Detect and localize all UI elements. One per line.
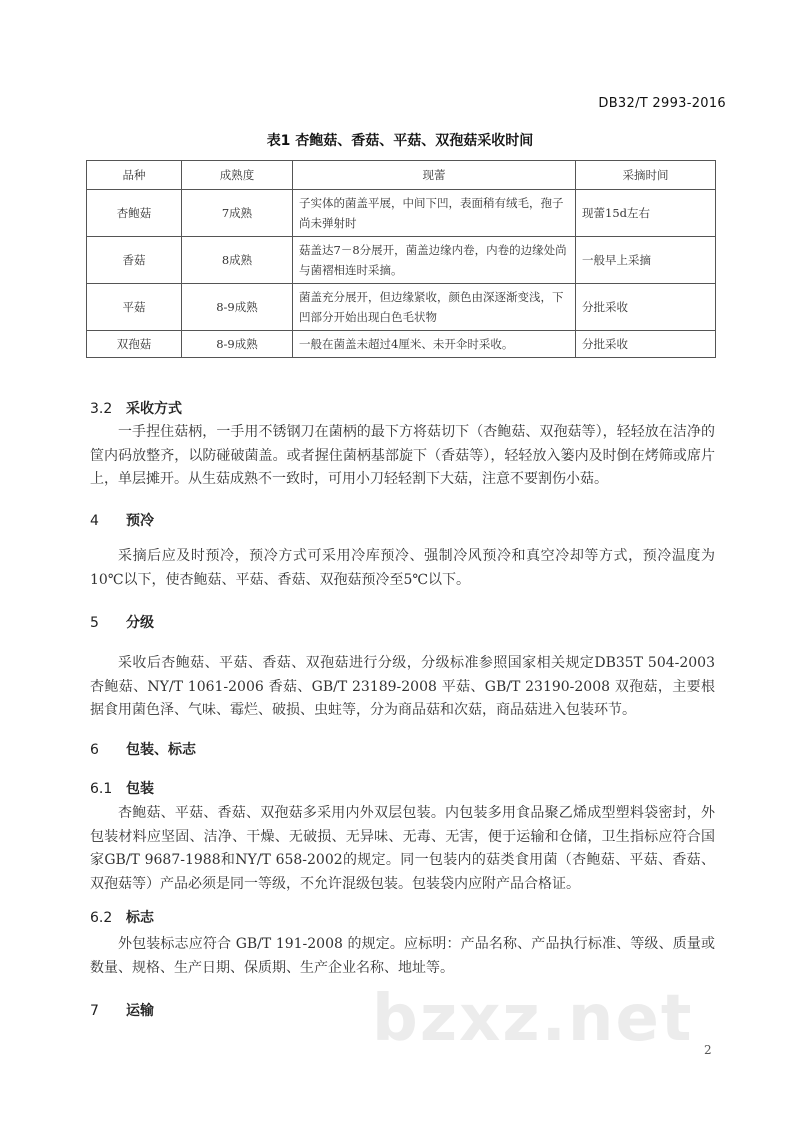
- section-number: 6.2: [90, 910, 113, 926]
- section-number: 7: [90, 1003, 99, 1019]
- section-number: 6.1: [90, 781, 113, 797]
- cell-maturity: 8成熟: [182, 237, 293, 284]
- section-title: 标志: [126, 910, 154, 926]
- paragraph-harvest-method: 一手捏住菇柄，一手用不锈钢刀在菌柄的最下方将菇切下（杏鲍菇、双孢菇等），轻轻放在洁净的筐内码放整齐，以防碰破菌盖。或者握住菌柄基部旋下（香菇等），轻轻放入篓内及时倒在烤筛或席片上，单层摊开。从生菇成熟不一致时，可用小刀轻轻割下大菇，注意不要割伤小菇。: [90, 424, 715, 487]
- section-heading-5: [90, 612, 154, 632]
- table-title: 表1 杏鲍菇、香菇、平菇、双孢菇采收时间: [266, 133, 534, 149]
- section-heading-6-2: [90, 907, 154, 927]
- section-title: 预冷: [126, 513, 154, 529]
- section-number: 3.2: [90, 401, 113, 417]
- table-row: [87, 331, 716, 358]
- harvest-time-table: [86, 160, 716, 358]
- paragraph-packaging: 杏鲍菇、平菇、香菇、双孢菇多采用内外双层包装。内包装多用食品聚乙烯成型塑料袋密封，外包装材料应坚固、洁净、干燥、无破损、无异味、无毒、无害，便于运输和仓储，卫生指标应符合国家GB/T 9687-1988和NY/T 658-2002的规定。同一包装内的菇类食用菌（杏鲍菇、平菇、香菇、双孢菇等）产品必须是同一等级，不允许混级包装。包装袋内应附产品合格证。: [90, 805, 715, 892]
- cell-time: 一般早上采摘: [576, 237, 716, 284]
- cell-variety: 平菇: [87, 284, 182, 331]
- cell-buds: 菇盖达7－8分展开，菌盖边缘内卷，内卷的边缘处尚与菌褶相连时采摘。: [293, 237, 576, 284]
- section-heading-6-1: [90, 778, 154, 798]
- watermark: bzxz.net: [372, 982, 694, 1056]
- column-header-maturity: 成熟度: [182, 161, 293, 190]
- section-number: 4: [90, 513, 99, 529]
- cell-time: 分批采收: [576, 284, 716, 331]
- table-row: [87, 284, 716, 331]
- section-title: 采收方式: [126, 401, 182, 417]
- document-code: DB32/T 2993-2016: [598, 96, 726, 111]
- section-title: 包装: [126, 781, 154, 797]
- cell-buds: 一般在菌盖未超过4厘米、未开伞时采收。: [293, 331, 576, 358]
- cell-maturity: 7成熟: [182, 190, 293, 237]
- cell-variety: 杏鲍菇: [87, 190, 182, 237]
- cell-time: 分批采收: [576, 331, 716, 358]
- cell-buds: 菌盖充分展开，但边缘紧收，颜色由深逐渐变浅，下凹部分开始出现白色毛状物: [293, 284, 576, 331]
- table-row: [87, 190, 716, 237]
- paragraph-precooling: 采摘后应及时预冷，预冷方式可采用冷库预冷、强制冷风预冷和真空冷却等方式，预冷温度为10℃以下，使杏鲍菇、平菇、香菇、双孢菇预冷至5℃以下。: [90, 548, 715, 588]
- section-title: 运输: [126, 1003, 154, 1019]
- section-title: 包装、标志: [126, 742, 196, 758]
- cell-maturity: 8-9成熟: [182, 331, 293, 358]
- table-row: [87, 237, 716, 284]
- section-heading-4: [90, 510, 154, 530]
- column-header-variety: 品种: [87, 161, 182, 190]
- paragraph-marking: 外包装标志应符合 GB/T 191-2008 的规定。应标明：产品名称、产品执行标准、等级、质量或数量、规格、生产日期、保质期、生产企业名称、地址等。: [90, 936, 715, 976]
- table-header-row: [87, 161, 716, 190]
- section-heading-6: [90, 739, 196, 759]
- column-header-buds: 现蕾: [293, 161, 576, 190]
- section-heading-3-2: [90, 398, 182, 418]
- cell-buds: 子实体的菌盖平展，中间下凹，表面稍有绒毛，孢子尚未弹射时: [293, 190, 576, 237]
- section-heading-7: [90, 1000, 154, 1020]
- section-number: 6: [90, 742, 99, 758]
- cell-time: 现蕾15d左右: [576, 190, 716, 237]
- page-number: 2: [704, 1043, 712, 1057]
- section-number: 5: [90, 615, 99, 631]
- cell-variety: 双孢菇: [87, 331, 182, 358]
- paragraph-grading: 采收后杏鲍菇、平菇、香菇、双孢菇进行分级，分级标准参照国家相关规定DB35T 504-2003 杏鲍菇、NY/T 1061-2006 香菇、GB/T 23189-2008 平菇、GB/T 23190-2008 双孢菇，主要根据食用菌色泽、气味、霉烂、破损、虫蛀等，分为商品菇和次菇，商品菇进入包装环节。: [90, 655, 715, 718]
- cell-maturity: 8-9成熟: [182, 284, 293, 331]
- section-title: 分级: [126, 615, 154, 631]
- column-header-time: 采摘时间: [576, 161, 716, 190]
- cell-variety: 香菇: [87, 237, 182, 284]
